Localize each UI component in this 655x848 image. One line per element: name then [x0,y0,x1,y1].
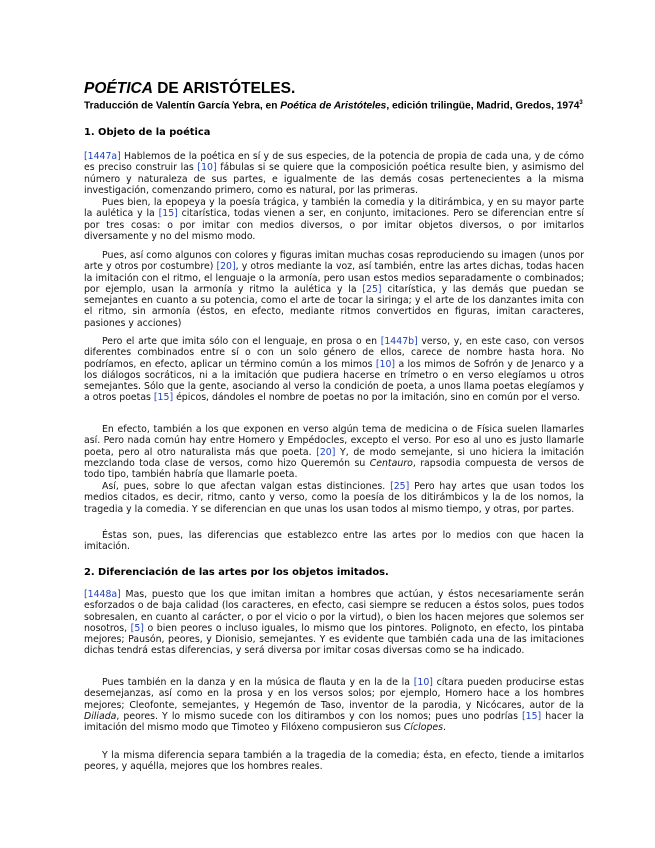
paragraph: En efecto, también a los que exponen en verso algún tema de medicina o de Física suelen llamarles así. Pero nada común hay entre Homero y Empédocles, excepto el verso. Por eso al uno es justo llamarle poeta, pero al otro naturalista más que poeta. [20] Y, de modo semejante, si uno hiciera la imitación mezclando toda clase de versos, como hizo Queremón su Centauro, rapsodia compuesta de versos de todo tipo, también habría que llamarle poeta. [84,424,585,481]
line-reference-link[interactable]: [25] [390,481,410,492]
paragraph: Y la misma diferencia separa también a la tragedia de la comedia; ésta, en efecto, tiende a imitarlos peores, y aquélla, mejores que los hombres reales. [84,750,584,773]
line-reference-link[interactable]: [15] [158,208,178,220]
paragraph: Pues, así como algunos con colores y figuras imitan muchas cosas reproduciendo su imagen (unos por arte y otros por costumbre) [20], y otros mediante la voz, así también, entre las artes dichas, todas hacen la imitación con el ritmo, el lenguaje o la armonía, pero usan estos medios separadamente o combinados; por ejemplo, usan la armonía y ritmo la aulética y la [25] citarística, y las demás que puedan se semejantes en cuanto a su potencia, como el arte de tocar la siringa; y el arte de los danzantes imita con el ritmo, sin armonía (éstos, en efecto, mediante ritmos convertidos en figuras, imitan caracteres, pasiones y acciones) [84,250,584,329]
paragraph: [1448a] Mas, puesto que los que imitan imitan a hombres que actúan, y éstos necesariamente serán esforzados o de baja calidad (los caracteres, en efecto, casi siempre se reducen a éstos solos, pues todos sobresalen, en cuanto al carácter, o por el vicio o por la virtud), o bien los hacen mejores que solemos ser nosotros, [5] o bien peores o incluso iguales, lo mismo que los pintores. Polignoto, en efecto, los pintaba mejores; Pausón, peores, y Dionisio, semejantes. Y es evidente que también cada una de las imitaciones dichas tendrá estas diferencias, y será diversa por imitar cosas diversas como se ha indicado. [84,589,584,657]
line-reference-link[interactable]: [10] [413,677,433,688]
paragraph: [1447a] Hablemos de la poética en sí y de sus especies, de la potencia de propia de cada una, y de cómo es preciso construir las [10] fábulas si se quiere que la composición poética resulte bien, y asimismo del número y naturaleza de sus partes, e igualmente de las demás cosas pertenecientes a la misma investigación, comenzando primero, como es natural, por las primeras. [84,151,584,196]
paragraph: Pues bien, la epopeya y la poesía trágica, y también la comedia y la ditirámbica, y en su mayor parte la aulética y la [15] citarística, todas vienen a ser, en conjunto, imitaciones. Pero se diferencian entre sí por tres cosas: o por imitar con medios diversos, o por imitar objetos diversos, o por imitarlos diversamente y no del mismo modo. [84,197,585,242]
line-reference-link[interactable]: [20] [216,261,236,273]
line-reference-link[interactable]: [15] [153,392,174,404]
line-reference-link[interactable]: [5] [130,622,144,634]
paragraph: Así, pues, sobre lo que afectan valgan estas distinciones. [25] Pero hay artes que usan todos los medios citados, es decir, ritmo, canto y verso, como la poesía de los ditirámbicos y la de los nomos, la tragedia y la comedia. Y se diferencian en que unas los usan todos al mismo tiempo, y otras, por partes. [84,481,584,515]
page-title: POÉTICA DE ARISTÓTELES. [84,80,296,97]
translation-credit: Traducción de Valentín García Yebra, en Poética de Aristóteles, edición trilingüe, Madrid, Gredos, 1974$^3$ [84,100,583,112]
paragraph: Pero el arte que imita sólo con el lenguaje, en prosa o en [1447b] verso, y, en este caso, con versos diferentes combinados entre sí o con un solo género de ellos, carece de nombre hasta hora. No podríamos, en efecto, aplicar un término común a los mimos [10] a los mimos de Sofrón y de Jenarco y a los diálogos socráticos, ni a la imitación que pudiera hacerse en trímetro o en verso elegíamos u otros semejantes. Sólo que la gente, asociando al verso la condición de poeta, a unos llama poetas elegíamos y a otros poetas [15] épicos, dándoles el nombre de poetas no por la imitación, sino en común por el verso. [84,336,584,404]
paragraph: Pues también en la danza y en la música de flauta y en la de la [10] cítara pueden producirse estas desemejanzas, así como en la prosa y en los versos solos; por ejemplo, Homero hace a los hombres mejores; Cleofonte, semejantes, y Hegemón de Taso, inventor de la parodia, y Nicócares, autor de la Diliada, peores. Y lo mismo sucede con los ditirambos y con los nomos; pues uno podrías [15] hacer la imitación del mismo modo que Timoteo y Filóxeno compusieron sus Cíclopes. [84,677,584,734]
paragraph: Éstas son, pues, las diferencias que establezco entre las artes por lo medios con que hacen la imitación. [84,530,584,553]
line-reference-link[interactable]: [25] [362,283,382,295]
line-reference-link[interactable]: [10] [197,162,217,174]
line-reference-link[interactable]: [20] [316,446,336,458]
section-heading-2: 2. Diferenciación de las artes por los objetos imitados. [84,567,389,578]
line-reference-link[interactable]: [1447a] [84,151,121,162]
footnote-marker: 3 [579,100,583,106]
line-reference-link[interactable]: [1448a] [84,589,121,600]
line-reference-link[interactable]: [1447b] [380,336,418,347]
line-reference-link[interactable]: [10] [375,358,396,370]
section-heading-1: 1. Objeto de la poética [84,127,211,138]
line-reference-link[interactable]: [15] [522,710,542,722]
